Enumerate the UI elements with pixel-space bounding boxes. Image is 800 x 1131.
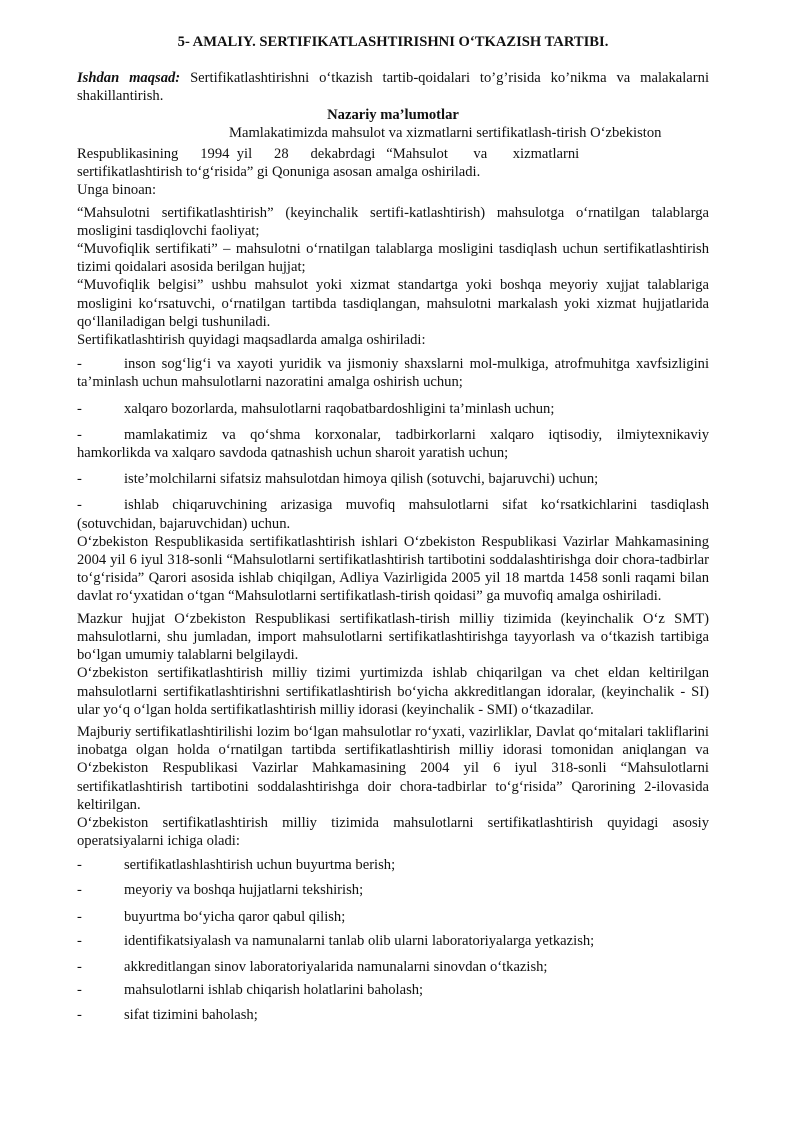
page-title: 5- AMALIY. SERTIFIKATLASHTIRISHNI O‘TKAZISH TARTIBI. — [177, 34, 609, 50]
operation-item-4 — [77, 932, 709, 950]
definition-3: “Muvofiqlik belgisi” ushbu mahsulot yoki xizmat standartga yoki boshqa meyoriy xujjat talablariga mosligini ko‘rsatuvchi, o‘rnatilgan tartibda tasdiqlangan, mahsulotni markalash yoki xizmat hujjatlarida qo‘llaniladigan belgi tushuniladi. — [77, 277, 709, 330]
operation-item-text: identifikatsiyalash va namunalarni tanlab olib ularni laboratoriyalarga yetkazish; — [124, 932, 595, 949]
operation-item-text: sifat tizimini baholash; — [124, 1006, 258, 1023]
body-paragraph-4: Majburiy sertifikatlashtirilishi lozim bo‘lgan mahsulotlar ro‘yxati, vazirliklar, Davlat qo‘mitalari takliflarini inobatga olgan holda o‘rnatilgan tartibda sertifikatlashtirish milliy idorasi tomonidan aniqlangan va O‘zbekiston Respublikasi Vazirlar Mahkamasining 2004 yil 6 iyul 318-sonli “Mahsulotlarni sertifikatlashtirish tartibotini soddalashtirishga doir chora-tadbirlar to‘g‘risida” Qarorining 2-ilovasida keltirilgan. — [77, 723, 709, 813]
operation-item-2 — [77, 881, 709, 899]
dash-bullet: - — [77, 857, 82, 874]
body-paragraph-3: O‘zbekiston sertifikatlashtirish milliy tizimi yurtimizda ishlab chiqarilgan va chet eldan keltirilgan mahsulotlarni sertifikatlashtirishni sertifikatlashtirish bo‘yicha akkreditlangan idoralar, (keyinchalik - SI) ular yo‘q o‘lgan holda sertifikatlashtirish milliy idorasi (keyinchalik - SMI) o‘tkazadilar. — [77, 665, 709, 718]
intro-line-2: Respublikasining 1994 yil 28 dekabrdagi “Mahsulot va xizmatlarni — [77, 146, 580, 163]
document-page — [77, 33, 709, 1024]
definition-2: “Muvofiqlik sertifikati” – mahsulotni o‘rnatilgan talablarga mosligini tasdiqlash uchun sertifikatlashtirish tizimi qoidalari asosida berilgan hujjat; — [77, 241, 709, 276]
theory-heading: Nazariy ma’lumotlar — [327, 106, 459, 123]
dash-bullet: - — [77, 881, 82, 898]
dash-bullet: - — [77, 959, 82, 976]
dash-bullet: - — [77, 982, 82, 999]
intro-line-4: Unga binoan: — [77, 182, 157, 199]
goal-item-text: mamlakatimiz va qo‘shma korxonalar, tadbirkorlarni xalqaro iqtisodiy, ilmiytexnikaviy hamkorlikda va xalqaro savdoda qatnashish uchun sharoit yaratish uchun; — [77, 426, 709, 462]
operation-item-text: meyoriy va boshqa hujjatlarni tekshirish; — [124, 881, 364, 898]
intro-line-1: Mamlakatimizda mahsulot va xizmatlarni sertifikatlash-tirish O‘zbekiston — [229, 124, 662, 141]
body-paragraph-1: O‘zbekiston Respublikasida sertifikatlashtirish ishlari O‘zbekiston Respublikasi Vazirlar Mahkamasining 2004 yil 6 iyul 318-sonli “Mahsulotlarni sertifikatlashtirish tartibotini soddalashtirishga doir chora-tadbirlar to‘g‘risida” Qarori asosida ishlab chiqilgan, Adliya Vazirligida 2005 yil 18 martda 1458 sonli raqami bilan davlat ro‘yxatidan o‘tgan “Mahsulotlarni sertifikatlash-tirish qoidasi” ga muvofiq amalga oshiriladi. — [77, 533, 709, 605]
operation-item-text: sertifikatlashlashtirish uchun buyurtma berish; — [124, 857, 396, 874]
goal-label: Ishdan maqsad: — [77, 70, 181, 87]
operation-item-6 — [77, 981, 709, 999]
body-paragraph-2: Mazkur hujjat O‘zbekiston Respublikasi sertifikatlash-tirish milliy tizimida (keyinchalik O‘z SMT) mahsulotlarni, shu jumladan, import mahsulotlarni sertifikatlashtirishga tayyorlash va o‘tkazish tartibiga bo‘lgan umumiy talablarni belgilaydi. — [77, 610, 709, 664]
definition-1: “Mahsulotni sertifikatlashtirish” (keyinchalik sertifi-katlashtirish) mahsulotga o‘rnatilgan talablarga mosligini tasdiqlovchi faoliyat; — [77, 204, 709, 239]
goal-item-2 — [77, 400, 709, 418]
dash-bullet: - — [77, 426, 82, 443]
goal-item-3 — [77, 426, 709, 462]
operation-item-5 — [77, 958, 709, 976]
dash-bullet: - — [77, 471, 82, 488]
dash-bullet: - — [77, 1006, 82, 1023]
operation-item-7 — [77, 1006, 709, 1024]
operation-item-text: akkreditlangan sinov laboratoriyalarida namunalarni sinovdan o‘tkazish; — [124, 959, 548, 976]
operation-item-text: mahsulotlarni ishlab chiqarish holatlarini baholash; — [124, 982, 424, 999]
goals-intro: Sertifikatlashtirish quyidagi maqsadlarda amalga oshiriladi: — [77, 332, 426, 349]
goal-item-5 — [77, 496, 709, 532]
goal-item-text: ishlab chiqaruvchining arizasiga muvofiq mahsulotlarni sifat ko‘rsatkichlarini tasdiqlash (sotuvchidan, bajaruvchidan) uchun. — [77, 497, 709, 532]
body-paragraph-5: O‘zbekiston sertifikatlashtirish milliy tizimida mahsulotlarni sertifikatlashtirish quyidagi asosiy operatsiyalarni ichiga oladi: — [77, 814, 709, 850]
goal-item-1 — [77, 355, 709, 391]
goal-item-4 — [77, 470, 709, 488]
goal-paragraph — [77, 69, 709, 105]
dash-bullet: - — [77, 356, 82, 373]
goal-item-text: iste’molchilarni sifatsiz mahsulotdan himoya qilish (sotuvchi, bajaruvchi) uchun; — [124, 471, 599, 488]
intro-line-3: sertifikatlashtirish to‘g‘risida” gi Qonuniga asosan amalga oshiriladi. — [77, 164, 481, 181]
operation-item-3 — [77, 908, 709, 926]
goal-item-text: xalqaro bozorlarda, mahsulotlarni raqobatbardoshligini ta’minlash uchun; — [124, 400, 555, 417]
operation-item-1 — [77, 856, 709, 874]
operation-item-text: buyurtma bo‘yicha qaror qabul qilish; — [124, 908, 346, 925]
dash-bullet: - — [77, 932, 82, 949]
goal-text: Sertifikatlashtirishni o‘tkazish tartib-qoidalari to’g’risida ko’nikma va malakalarni shakillantirish. — [77, 70, 709, 105]
dash-bullet: - — [77, 908, 82, 925]
dash-bullet: - — [77, 400, 82, 417]
goal-item-text: inson sog‘lig‘i va xayoti yuridik va jismoniy shaxslarni mol-mulkiga, atrofmuhitga xavfsizligini ta’minlash uchun mahsulotlarni nazoratini amalga oshirish uchun; — [77, 356, 709, 391]
dash-bullet: - — [77, 497, 82, 514]
